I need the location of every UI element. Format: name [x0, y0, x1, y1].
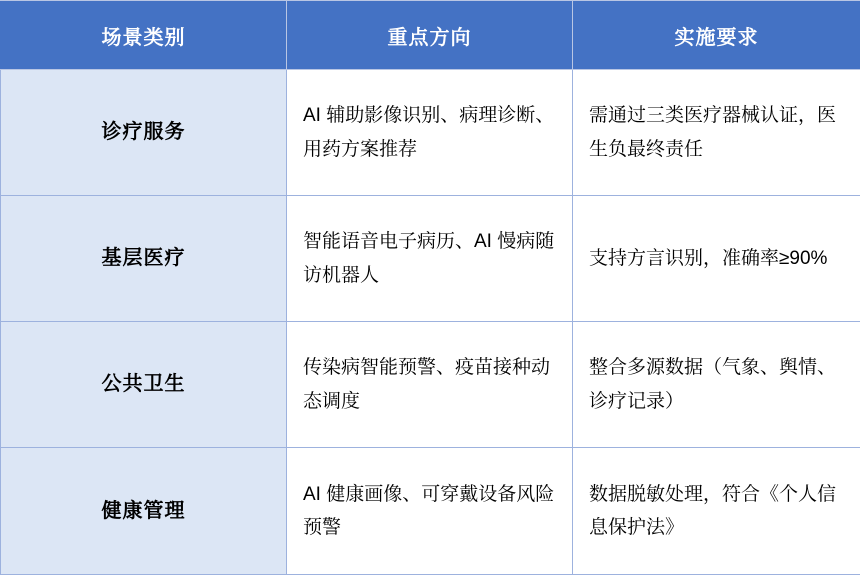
- cell-direction: 智能语音电子病历、AI 慢病随访机器人: [287, 196, 573, 322]
- table-body: [1, 70, 860, 575]
- cell-category: 诊疗服务: [1, 70, 287, 196]
- cell-direction: AI 健康画像、可穿戴设备风险预警: [287, 448, 573, 575]
- column-header-direction: 重点方向: [287, 1, 573, 70]
- cell-requirement: 需通过三类医疗器械认证，医生负最终责任: [573, 70, 860, 196]
- cell-category: 公共卫生: [1, 322, 287, 448]
- cell-requirement: 数据脱敏处理，符合《个人信息保护法》: [573, 448, 860, 575]
- table-row: [1, 196, 860, 322]
- column-header-category: 场景类别: [1, 1, 287, 70]
- column-header-requirement: 实施要求: [573, 1, 860, 70]
- cell-direction: 传染病智能预警、疫苗接种动态调度: [287, 322, 573, 448]
- cell-requirement: 整合多源数据（气象、舆情、诊疗记录）: [573, 322, 860, 448]
- header-row: [1, 1, 860, 70]
- cell-category: 健康管理: [1, 448, 287, 575]
- cell-requirement: 支持方言识别，准确率≥90%: [573, 196, 860, 322]
- table-header: [1, 1, 860, 70]
- table-row: [1, 70, 860, 196]
- cell-direction: AI 辅助影像识别、病理诊断、用药方案推荐: [287, 70, 573, 196]
- table-row: [1, 322, 860, 448]
- table-row: [1, 448, 860, 575]
- cell-category: 基层医疗: [1, 196, 287, 322]
